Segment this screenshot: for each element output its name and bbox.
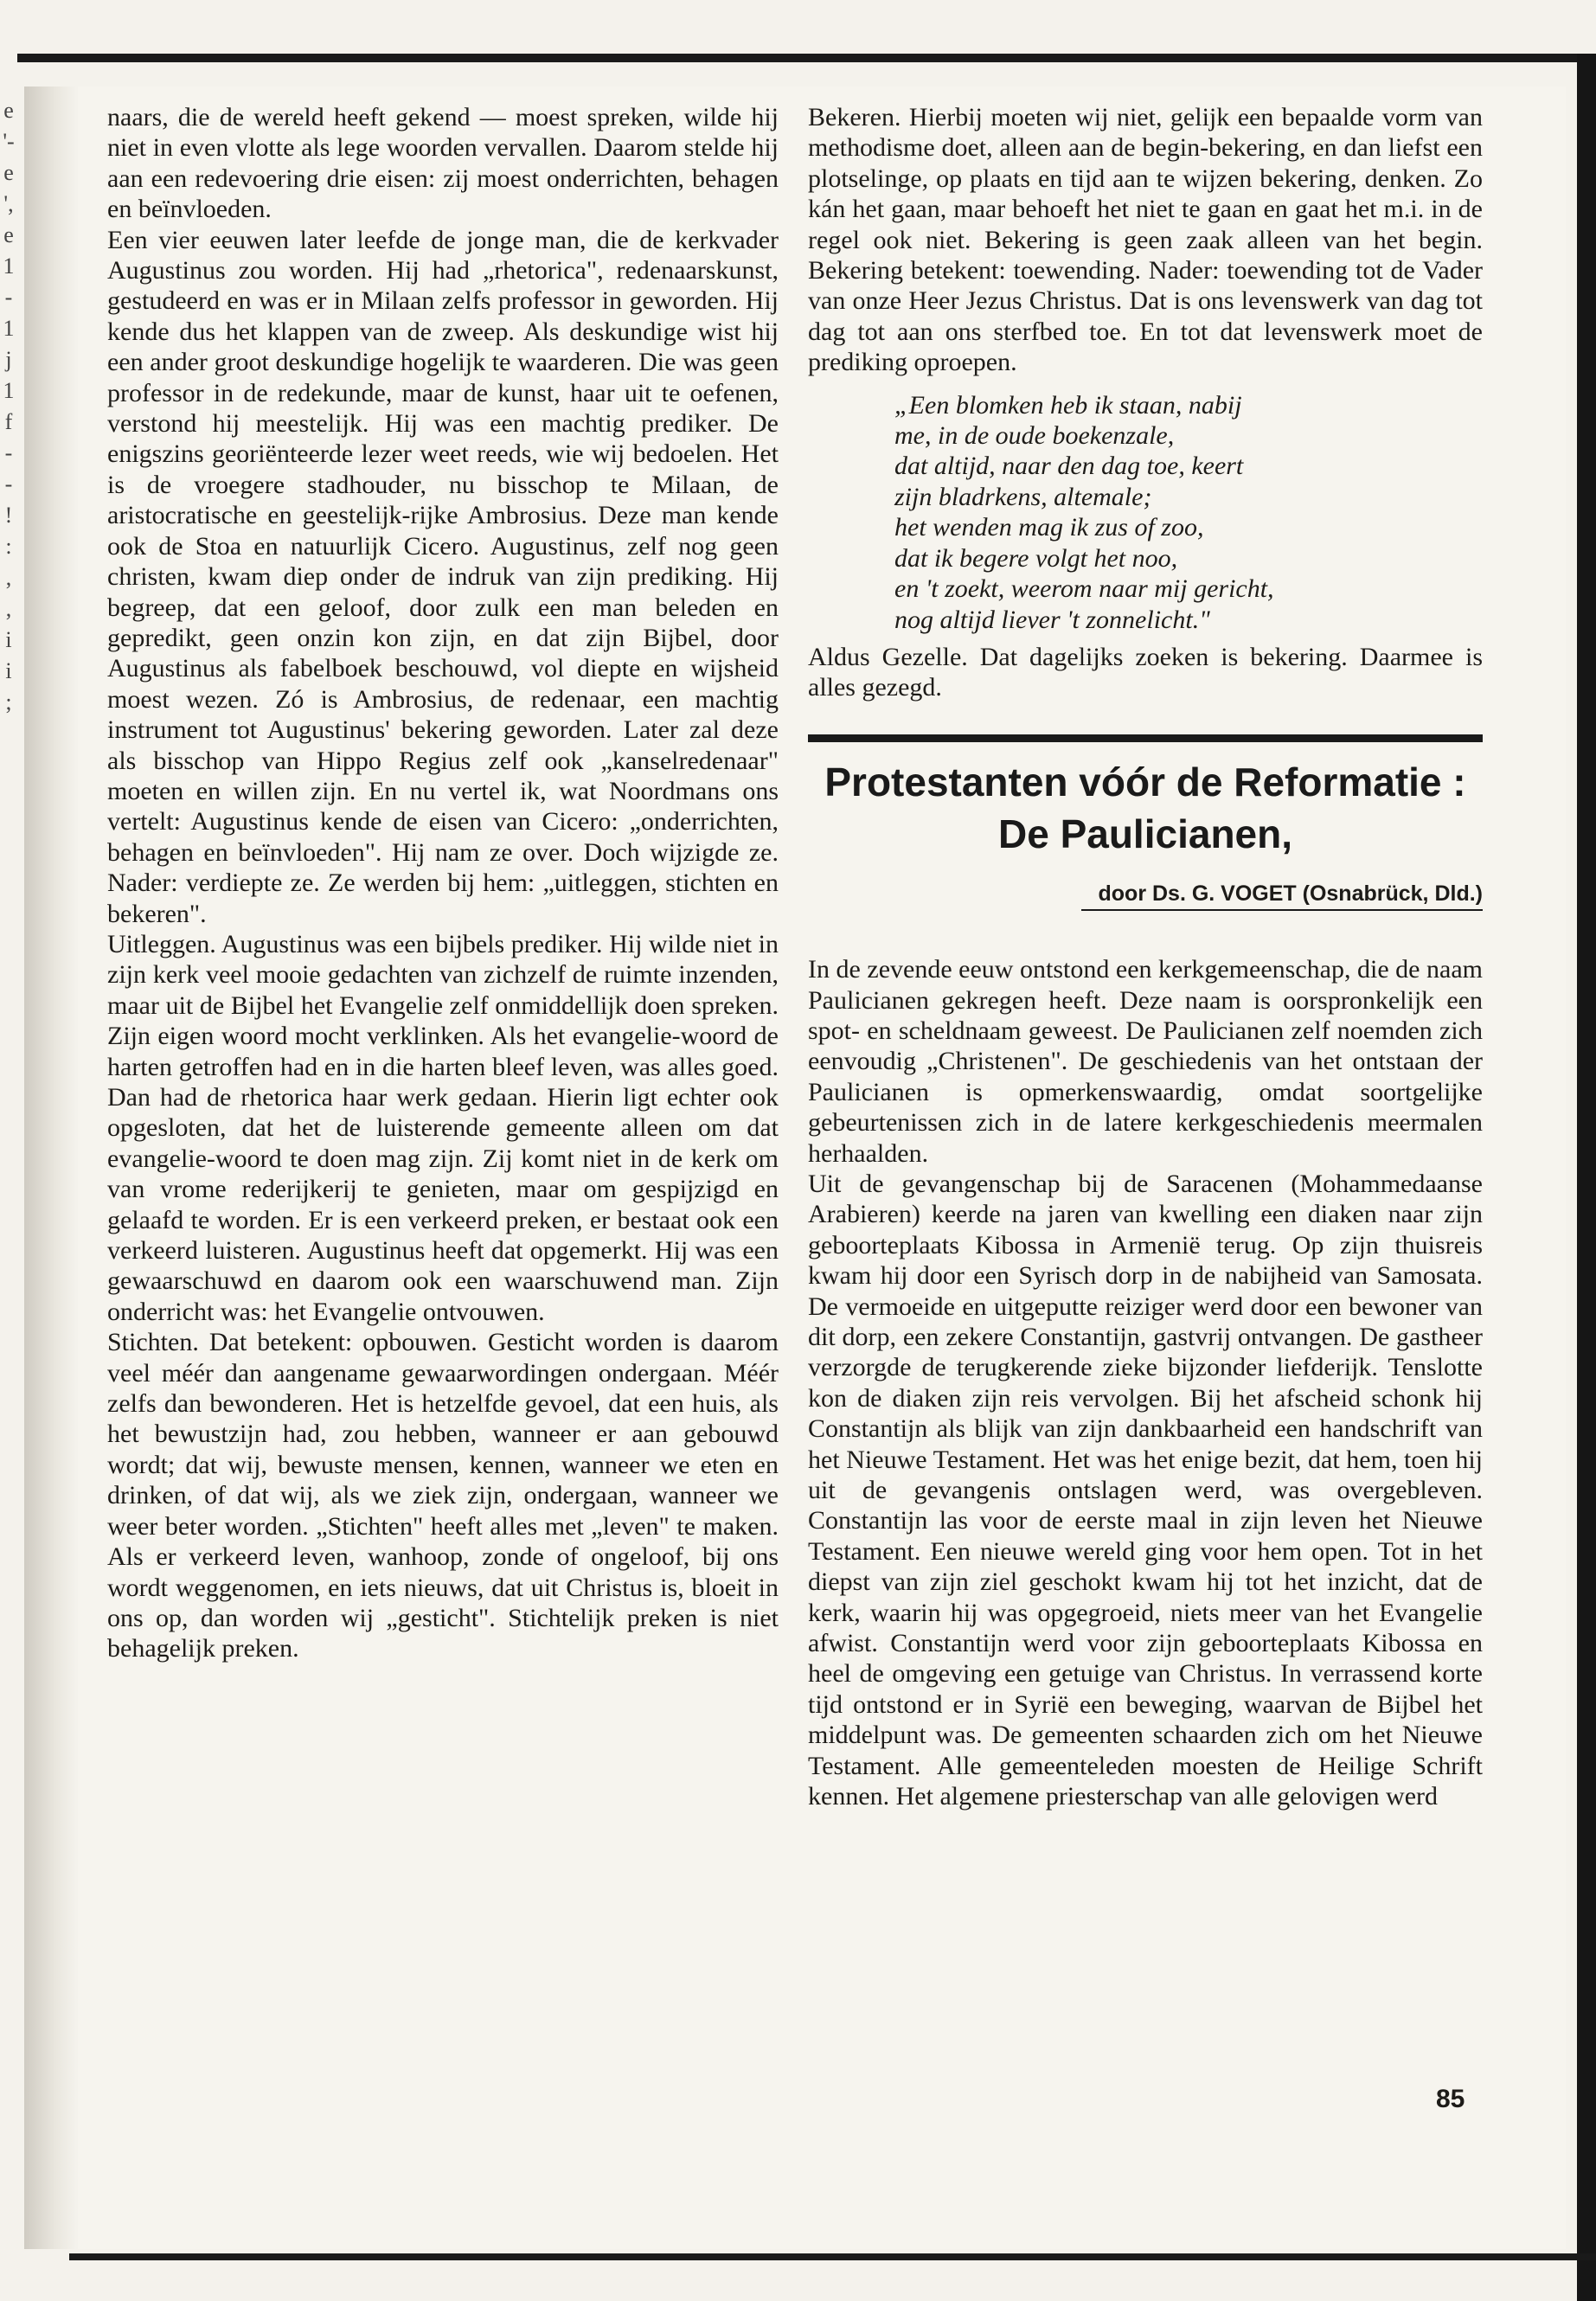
scan-top-edge — [17, 54, 1596, 62]
facing-page-margin-fragments — [0, 95, 17, 718]
poem-line: dat ik begere volgt het noo, — [894, 543, 1178, 573]
margin-mark: , — [5, 565, 12, 590]
margin-mark: , — [5, 596, 12, 621]
scan-right-edge — [1577, 54, 1596, 2301]
poem-line: nog altijd liever 't zonnelicht." — [894, 605, 1210, 634]
left-paragraph-stichten: Stichten. Dat betekent: opbouwen. Gesticht worden is daarom veel méér dan aangename gewaarwordingen ondergaan. Méér zelfs dan bewonderen. Het is hetzelfde gevoel, dat een huis, als het bewustzijn had, zou hebben, wanneer er aan gebouwd wordt; dat wij, bewuste mensen, kennen, wanneer we eten en drinken, of dat wij, als we ziek zijn, ondergaan, wanneer we weer beter worden. „Stichten" heeft alles met „leven" te maken. Als er verkeerd leven, wanhoop, zonde of ongeloof, bij ons wordt weggenomen, en iets nieuws, dat uit Christus is, bloeit in ons op, dan worden wij „gesticht". Stichtelijk preken is niet behagelijk preken. — [107, 1328, 779, 1663]
margin-mark: - — [4, 471, 13, 497]
poem-line: het wenden mag ik zus of zoo, — [894, 513, 1204, 542]
scan-bottom-edge — [69, 2253, 1596, 2260]
article-title: Protestanten vóór de Reformatie : — [824, 759, 1466, 804]
margin-mark: ; — [5, 689, 12, 715]
gezelle-poem — [894, 390, 1483, 635]
after-poem-paragraph: Aldus Gezelle. Dat dagelijks zoeken is bekering. Daarmee is alles gezegd. — [808, 642, 1483, 702]
poem-line: me, in de oude boekenzale, — [894, 421, 1175, 451]
byline-text: door Ds. G. VOGET (Osnabrück, Dld.) — [1081, 881, 1484, 911]
margin-mark: e — [3, 98, 14, 123]
margin-mark: 1 — [3, 316, 15, 341]
margin-mark: ', — [3, 191, 14, 216]
poem-line: en 't zoekt, weerom naar mij gericht, — [894, 574, 1274, 604]
right-paragraph-bekeren: Bekeren. Hierbij moeten wij niet, gelijk een bepaalde vorm van methodisme doet, alleen aan de begin-bekering, en dan liefst een plotselinge, op plaats en tijd aan te wijzen bekering, denken. Zo kán het gaan, maar behoeft het niet te gaan en gaat het m.i. in de regel ook niet. Bekering is geen zaak alleen van het begin. Bekering betekent: toewending. Nader: toewending tot de Vader van onze Heer Jezus Christus. Dat is ons levenswerk van dag tot dag tot aan ons sterfbed toe. En tot dat levenswerk moet de prediking oproepen. — [808, 103, 1483, 377]
page-binding-shadow — [24, 87, 76, 2249]
margin-mark: ! — [4, 503, 13, 528]
article-paragraph-1: In de zevende eeuw ontstond een kerkgemeenschap, die de naam Paulicianen gekregen heeft. Deze naam is oorspronkelijk een spot- en scheldnaam geweest. De Paulicianen zelf noemden zich eenvoudig „Christenen". De geschiedenis van het ontstaan der Paulicianen is opmerkenswaardig, omdat soortgelijke gebeurtenissen zich in de latere kerkgeschiedenis meermalen herhaalden. — [808, 955, 1483, 1168]
margin-mark: 1 — [3, 378, 15, 403]
poem-line: zijn bladrkens, altemale; — [894, 482, 1152, 511]
margin-mark: 1 — [3, 253, 15, 279]
margin-mark: - — [4, 285, 13, 310]
article-paragraph-2: Uit de gevangenschap bij de Saracenen (Mohammedaanse Arabieren) keerde na jaren van kwelling een diaken naar zijn geboorteplaats Kibossa in Armenië terug. Op zijn thuisreis kwam hij door een Syrisch dorp in de nabijheid van Samosata. De vermoeide en uitgeputte reiziger werd door een bewoner van dit dorp, een zekere Constantijn, gastvrij ontvangen. De gastheer verzorgde de terugkerende zieke bijzonder liefderijk. Tenslotte kon de diaken zijn reis vervolgen. Bij het afscheid schonk hij Constantijn als blijk van zijn dankbaarheid een handschrift van het Nieuwe Testament. Het was het enige bezit, dat hem, toen hij uit de gevangenis ontslagen werd, was overgebleven. Constantijn las voor de eerste maal in zijn leven het Nieuwe Testament. Een nieuwe wereld ging voor hem open. Tot in het diepst van zijn ziel geschokt kwam hij tot het inzicht, dat de kerk, waarin hij was opgegroeid, niets meer van het Evangelie afwist. Constantijn werd voor zijn geboorteplaats Kibossa en heel de omgeving een getuige van Christus. In verrassend korte tijd ontstond er in Syrië een beweging, waarvan de Bijbel het middelpunt was. De gemeenten schaarden zich om het Nieuwe Testament. Alle gemeenteleden moesten de Heilige Schrift kennen. Het algemene priesterschap van alle gelovigen werd — [808, 1169, 1483, 1811]
margin-mark: i — [5, 658, 12, 683]
margin-mark: e — [3, 160, 14, 185]
left-paragraph-uitleggen: Uitleggen. Augustinus was een bijbels prediker. Hij wilde niet in zijn kerk veel mooie gedachten van zichzelf de ruimte inzenden, maar uit de Bijbel het Evangelie zelf onmiddellijk doen spreken. Zijn eigen woord mocht verklinken. Als het evangelie-woord de harten getroffen had en in die harten bleef leven, was alles goed. Dan had de rhetorica haar werk gedaan. Hierin ligt echter ook opgesloten, dat het de luisterende gemeente alleen om dat evangelie-woord te doen mag zijn. Zij komt niet in de kerk om van vrome rederijkerij te genieten, maar om gespijzigd en gelaafd te worden. Er is een verkeerd preken, er bestaat ook een verkeerd luisteren. Augustinus heeft dat opgemerkt. Hij was een gewaarschuwd en daarom ook een waarschuwend man. Zijn onderricht was: het Evangelie ontvouwen. — [107, 929, 779, 1326]
margin-mark: i — [5, 627, 12, 652]
left-paragraph-2: Een vier eeuwen later leefde de jonge man, die de kerkvader Augustinus zou worden. Hij had „rhetorica", redenaarskunst, gestudeerd en was er in Milaan zelfs professor in geworden. Hij kende dus het klappen van de zweep. Als deskundige wist hij een ander groot deskundige hogelijk te waarderen. Die was geen professor in de redekunde, maar de kunst, haar uit te oefenen, verstond hij meestelijk. Hij was een machtig prediker. De enigszins georiënteerde lezer weet reeds, wie wij bedoelen. Het is de vroegere stadhouder, nu bisschop te Milaan, de aristocratische en geestelijk-rijke Ambrosius. Deze man kende ook de Stoa en natuurlijk Cicero. Augustinus, zelf nog geen christen, kwam diep onder de indruk van zijn prediking. Hij begreep, dat een geloof, door zulk een man beleden en gepredikt, geen onzin kon zijn, en dat zijn Bijbel, door Augustinus als fabelboek beschouwd, vol diepte en wijsheid moest wezen. Zó is Ambrosius, de redenaar, een machtig instrument tot Augustinus' bekering geworden. Later zal deze als bisschop van Hippo Regius zelf ook „kanselredenaar" moeten en willen zijn. En nu vertel ik, wat Noordmans ons vertelt: Augustinus kende de eisen van Cicero: „onderrichten, behagen en beïnvloeden". Hij nam ze over. Doch wijzigde ze. Nader: verdiepte ze. Ze werden bij hem: „uitleggen, stichten en bekeren". — [107, 225, 779, 928]
article-subtitle: De Paulicianen, — [997, 811, 1292, 856]
poem-line: dat altijd, naar den dag toe, keert — [894, 452, 1244, 481]
section-divider — [808, 734, 1483, 742]
right-column — [808, 102, 1483, 1812]
margin-mark: f — [4, 409, 13, 434]
poem-line: „Een blomken heb ik staan, nabij — [894, 390, 1242, 420]
margin-mark: e — [3, 222, 14, 247]
margin-mark: '- — [3, 129, 15, 154]
margin-mark: : — [5, 534, 12, 559]
page-number: 85 — [1436, 2085, 1465, 2113]
article-byline — [808, 877, 1483, 909]
margin-mark: - — [4, 440, 13, 465]
left-column — [107, 102, 779, 1664]
left-paragraph-1: naars, die de wereld heeft gekend — moest spreken, wilde hij niet in even vlotte als lege woorden vervallen. Daarom stelde hij aan een redevoering drie eisen: zij moest onderrichten, behagen en beïnvloeden. — [107, 103, 779, 224]
margin-mark: j — [5, 347, 12, 372]
